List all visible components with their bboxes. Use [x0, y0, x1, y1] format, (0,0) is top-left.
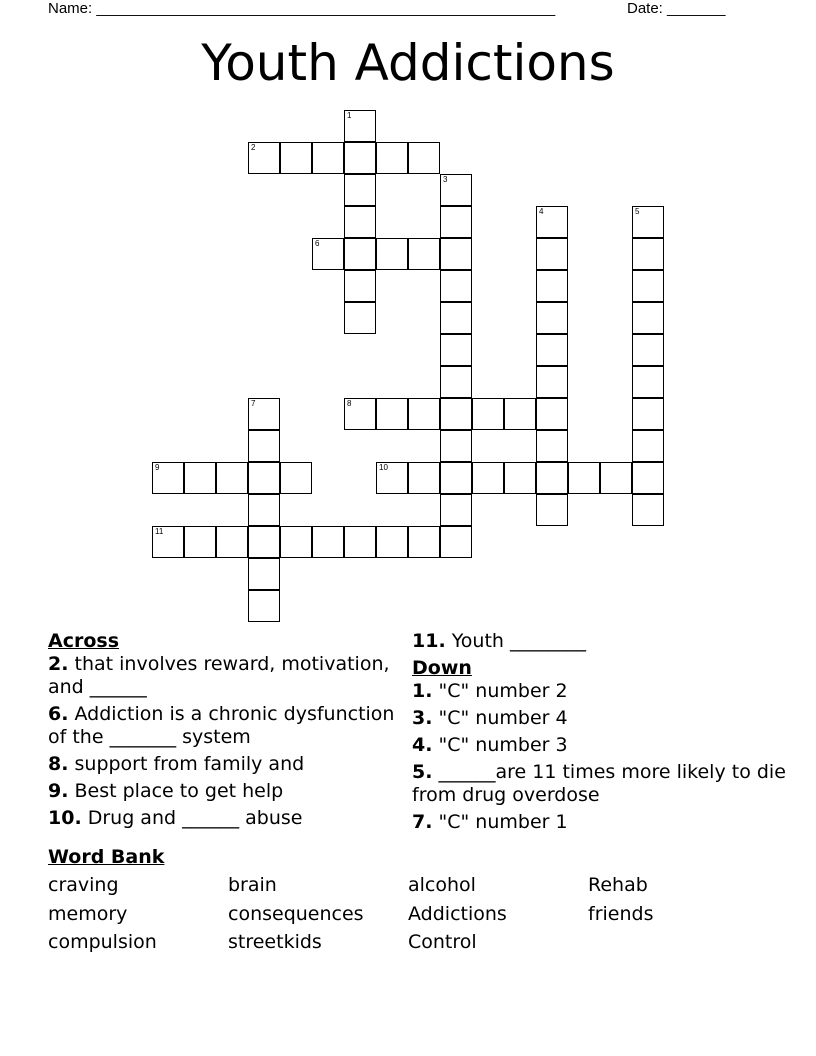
clue-down-3: [412, 707, 792, 730]
date-field[interactable]: Date: _______: [627, 0, 726, 17]
word-bank-item: alcohol: [408, 874, 476, 896]
crossword-cell[interactable]: [376, 398, 408, 430]
crossword-cell[interactable]: [248, 558, 280, 590]
clue-number: 7.: [412, 811, 433, 833]
across-heading: Across: [48, 630, 120, 652]
word-bank-item: craving: [48, 874, 119, 896]
clue-text: that involves reward, motivation, and ______: [48, 653, 390, 698]
crossword-cell[interactable]: [504, 462, 536, 494]
crossword-cell[interactable]: [344, 142, 376, 174]
cell-number: 9: [155, 463, 160, 472]
crossword-cell[interactable]: [184, 462, 216, 494]
crossword-cell[interactable]: [152, 526, 184, 558]
crossword-cell[interactable]: [216, 526, 248, 558]
crossword-cell[interactable]: [568, 462, 600, 494]
crossword-cell[interactable]: [440, 526, 472, 558]
crossword-cell[interactable]: [280, 462, 312, 494]
cell-number: 4: [539, 207, 544, 216]
clue-across-9: [48, 780, 408, 803]
crossword-cell[interactable]: [632, 206, 664, 238]
crossword-cell[interactable]: [152, 462, 184, 494]
cell-number: 3: [443, 175, 448, 184]
crossword-cell[interactable]: [440, 430, 472, 462]
crossword-cell[interactable]: [440, 238, 472, 270]
page-title: Youth Addictions: [201, 34, 615, 92]
clue-number: 5.: [412, 761, 433, 783]
crossword-cell[interactable]: [632, 494, 664, 526]
crossword-cell[interactable]: [216, 462, 248, 494]
crossword-cell[interactable]: [376, 526, 408, 558]
crossword-cell[interactable]: [408, 398, 440, 430]
crossword-cell[interactable]: [280, 526, 312, 558]
down-clues: [412, 630, 792, 838]
crossword-cell[interactable]: [472, 398, 504, 430]
word-bank-item: Rehab: [588, 874, 648, 896]
clue-number: 4.: [412, 734, 433, 756]
clue-number: 10.: [48, 807, 82, 829]
crossword-cell[interactable]: [600, 462, 632, 494]
crossword-cell[interactable]: [248, 494, 280, 526]
crossword-cell[interactable]: [440, 174, 472, 206]
crossword-cell[interactable]: [440, 302, 472, 334]
clue-text: "C" number 1: [438, 811, 568, 833]
clue-text: "C" number 4: [438, 707, 568, 729]
crossword-cell[interactable]: [632, 270, 664, 302]
clue-text: "C" number 3: [438, 734, 568, 756]
crossword-cell[interactable]: [248, 430, 280, 462]
crossword-cell[interactable]: [280, 142, 312, 174]
clue-text: Best place to get help: [74, 780, 284, 802]
crossword-cell[interactable]: [312, 526, 344, 558]
crossword-cell[interactable]: [408, 462, 440, 494]
crossword-cell[interactable]: [440, 398, 472, 430]
clue-across-10: [48, 807, 408, 830]
clue-number: 6.: [48, 703, 69, 725]
crossword-cell[interactable]: [632, 462, 664, 494]
crossword-cell[interactable]: [184, 526, 216, 558]
clue-text: "C" number 2: [438, 680, 568, 702]
clue-down-4: [412, 734, 792, 757]
cell-number: 8: [347, 399, 352, 408]
word-bank-item: friends: [588, 903, 654, 925]
clue-text: Youth ________: [451, 630, 586, 652]
word-bank-item: Addictions: [408, 903, 507, 925]
crossword-cell[interactable]: [632, 334, 664, 366]
crossword-cell[interactable]: [536, 398, 568, 430]
clue-down-5: [412, 761, 792, 807]
crossword-cell[interactable]: [312, 142, 344, 174]
clue-across-6: [48, 703, 408, 749]
crossword-cell[interactable]: [504, 398, 536, 430]
word-bank-item: brain: [228, 874, 277, 896]
clue-down-1: [412, 680, 792, 703]
word-bank-item: consequences: [228, 903, 364, 925]
clue-number: 11.: [412, 630, 446, 652]
crossword-cell[interactable]: [344, 206, 376, 238]
clue-number: 9.: [48, 780, 69, 802]
crossword-cell[interactable]: [248, 462, 280, 494]
crossword-cell[interactable]: [536, 430, 568, 462]
word-bank-heading: Word Bank: [48, 846, 165, 868]
crossword-cell[interactable]: [344, 238, 376, 270]
clue-text: Drug and ______ abuse: [87, 807, 303, 829]
word-bank-item: Control: [408, 931, 477, 953]
clue-across-11: [412, 630, 792, 653]
crossword-cell[interactable]: [632, 398, 664, 430]
clue-number: 8.: [48, 753, 69, 775]
clue-number: 3.: [412, 707, 433, 729]
crossword-cell[interactable]: [344, 526, 376, 558]
crossword-cell[interactable]: [408, 238, 440, 270]
clue-number: 2.: [48, 653, 69, 675]
crossword-cell[interactable]: [536, 302, 568, 334]
crossword-cell[interactable]: [408, 526, 440, 558]
cell-number: 2: [251, 143, 256, 152]
crossword-cell[interactable]: [376, 142, 408, 174]
crossword-cell[interactable]: [344, 302, 376, 334]
crossword-cell[interactable]: [376, 238, 408, 270]
name-field[interactable]: Name: _______________________________________________________: [48, 0, 556, 17]
crossword-cell[interactable]: [632, 238, 664, 270]
clue-text: support from family and: [74, 753, 305, 775]
clue-text: Addiction is a chronic dysfunction of the _______ system: [48, 703, 395, 748]
down-heading: Down: [412, 657, 472, 679]
cell-number: 1: [347, 111, 352, 120]
crossword-cell[interactable]: [536, 462, 568, 494]
crossword-cell[interactable]: [344, 398, 376, 430]
crossword-cell[interactable]: [376, 462, 408, 494]
crossword-cell[interactable]: [344, 174, 376, 206]
crossword-cell[interactable]: [632, 366, 664, 398]
crossword-cell[interactable]: [536, 238, 568, 270]
word-bank-item: streetkids: [228, 931, 322, 953]
crossword-cell[interactable]: [440, 366, 472, 398]
clue-across-8: [48, 753, 408, 776]
crossword-cell[interactable]: [312, 238, 344, 270]
crossword-cell[interactable]: [248, 398, 280, 430]
crossword-cell[interactable]: [440, 270, 472, 302]
cell-number: 7: [251, 399, 256, 408]
word-bank-item: memory: [48, 903, 128, 925]
clue-text: ______are 11 times more likely to die from drug overdose: [412, 761, 786, 806]
crossword-cell[interactable]: [440, 494, 472, 526]
cell-number: 11: [155, 527, 164, 536]
crossword-cell[interactable]: [248, 590, 280, 622]
crossword-cell[interactable]: [344, 270, 376, 302]
crossword-cell[interactable]: [536, 270, 568, 302]
crossword-cell[interactable]: [248, 142, 280, 174]
cell-number: 10: [379, 463, 388, 472]
clue-down-7: [412, 811, 792, 834]
crossword-cell[interactable]: [408, 142, 440, 174]
crossword-cell[interactable]: [536, 366, 568, 398]
crossword-cell[interactable]: [440, 334, 472, 366]
crossword-cell[interactable]: [632, 302, 664, 334]
cell-number: 6: [315, 239, 320, 248]
crossword-cell[interactable]: [248, 526, 280, 558]
crossword-cell[interactable]: [536, 206, 568, 238]
crossword-cell[interactable]: [472, 462, 504, 494]
clue-number: 1.: [412, 680, 433, 702]
clue-across-2: [48, 653, 408, 699]
crossword-cell[interactable]: [440, 206, 472, 238]
crossword-cell[interactable]: [536, 494, 568, 526]
word-bank-item: compulsion: [48, 931, 157, 953]
cell-number: 5: [635, 207, 640, 216]
crossword-cell[interactable]: [344, 110, 376, 142]
crossword-cell[interactable]: [440, 462, 472, 494]
across-clues: [48, 630, 408, 834]
crossword-cell[interactable]: [536, 334, 568, 366]
crossword-cell[interactable]: [632, 430, 664, 462]
